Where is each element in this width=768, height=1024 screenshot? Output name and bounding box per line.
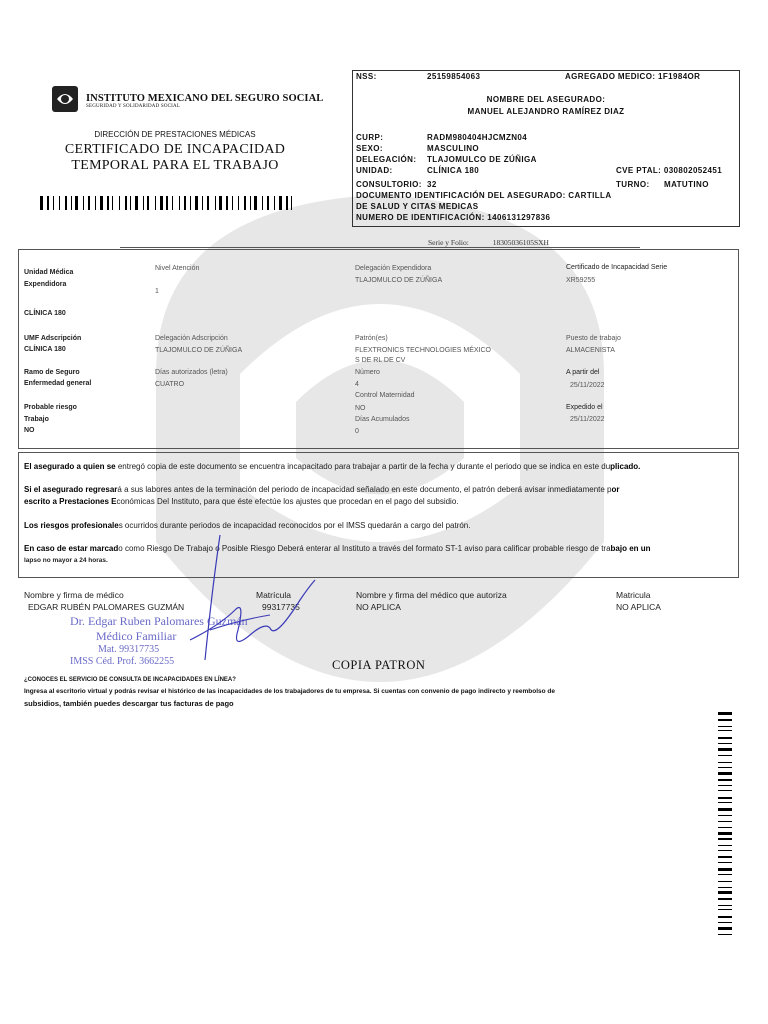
a-partir-value: 25/11/2022	[570, 382, 605, 389]
deleg-adscripcion-label: Delegación Adscripción	[155, 335, 228, 342]
umf-value: CLÍNICA 180	[24, 346, 66, 353]
online-service-question: ¿CONOCES EL SERVICIO DE CONSULTA DE INCAPACIDADES EN LÍNEA?	[24, 677, 236, 683]
control-maternidad-value: NO	[355, 405, 366, 412]
unidad-value: CLÍNICA 180	[427, 166, 480, 175]
cert-serie-value: XR59255	[566, 277, 596, 284]
expedido-value: 25/11/2022	[570, 416, 605, 423]
doctor-signature	[150, 530, 330, 670]
medico-label: Nombre y firma de médico	[24, 590, 124, 600]
nivel-atencion-label: Nivel Atención	[155, 265, 200, 272]
delegacion-exp-value: TLAJOMULCO DE ZÚÑIGA	[355, 277, 443, 284]
online-service-text-2: subsidios, también puedes descargar tus facturas de pago	[24, 699, 234, 708]
stamp-line1: Dr. Edgar Ruben Palomares Guzmán	[70, 614, 248, 628]
patron-line1: FLEXTRONICS TECHNOLOGIES MÉXICO	[355, 347, 492, 354]
note-4-line2: lapso no mayor a 24 horas.	[24, 557, 108, 564]
delegacion-exp-label: Delegación Expendidora	[355, 265, 432, 272]
barcode-top	[40, 196, 295, 210]
nss-label: NSS:	[356, 72, 377, 81]
nss-value: 25159854063	[427, 72, 481, 81]
deleg-adscripcion-value: TLAJOMULCO DE ZÚÑIGA	[155, 347, 243, 354]
nivel-atencion-value: 1	[155, 288, 159, 295]
copia-patron: COPIA PATRON	[332, 658, 426, 672]
barcode-side	[718, 712, 732, 936]
doc-id-line2: DE SALUD Y CITAS MEDICAS	[356, 202, 479, 211]
stamp-line3: Mat. 99317735	[98, 644, 160, 655]
consultorio-value: 32	[427, 180, 437, 189]
medico-name: EDGAR RUBÉN PALOMARES GUZMÁN	[28, 602, 185, 612]
unidad-label: UNIDAD:	[356, 166, 393, 175]
patron-line2: S DE RL DE CV	[355, 357, 406, 364]
turno-label: TURNO:	[616, 180, 650, 189]
matricula-label: Matrícula	[256, 590, 291, 600]
document-title-line1: CERTIFICADO DE INCAPACIDAD	[64, 142, 286, 157]
probable-riesgo-value: NO	[24, 427, 35, 434]
doc-id-line1: DOCUMENTO IDENTIFICACIÓN DEL ASEGURADO: CARTILLA	[356, 191, 612, 200]
folio-label: Serie y Folio:	[428, 238, 469, 247]
a-partir-label: A partir del	[566, 369, 600, 376]
curp-value: RADM980404HJCMZN04	[427, 133, 528, 142]
patron-label: Patrón(es)	[355, 335, 388, 342]
curp-label: CURP:	[356, 133, 384, 142]
document-title	[0, 142, 350, 174]
expedido-label: Expedido el	[566, 404, 603, 411]
divider	[120, 247, 640, 248]
unidad-medica-label-2: Expendidora	[24, 281, 67, 288]
numero-value: 4	[355, 381, 359, 388]
document-title-line2: TEMPORAL PARA EL TRABAJO	[71, 158, 279, 173]
probable-riesgo-label-1: Probable riesgo	[24, 404, 77, 411]
institute-name: INSTITUTO MEXICANO DEL SEGURO SOCIAL	[86, 93, 324, 104]
cert-serie-label: Certificado de Incapacidad Serie	[566, 264, 668, 271]
online-service-text: Ingresa al escritorio virtual y podrás revisar el histórico de las incapacidades de los trabajadores de tu empresa. Si cuentas con convenio de pago indirecto y reembolso de	[24, 688, 556, 695]
folio-value: 18305036105SXH	[492, 238, 549, 247]
delegacion-label: DELEGACIÓN:	[356, 155, 417, 164]
note-3: Los riesgos profesionales ocurridos durante periodos de incapacidad reconocidos por el IMSS quedarán a cargo del patrón.	[24, 521, 471, 530]
control-maternidad-label: Control Maternidad	[355, 392, 415, 399]
puesto-label: Puesto de trabajo	[566, 335, 621, 342]
agregado-medico: AGREGADO MEDICO: 1F1984OR	[565, 72, 701, 81]
umf-label: UMF Adscripción	[24, 335, 82, 342]
direction-title: DIRECCIÓN DE PRESTACIONES MÉDICAS	[94, 130, 256, 139]
dias-letra-value: CUATRO	[155, 381, 185, 388]
note-2-line2: escrito a Prestaciones Económicas Del Instituto, para que éste efectúe los ajustes que procedan en el pago del subsidio.	[24, 497, 459, 506]
note-2: Si el asegurado regresará a sus labores antes de la terminación del periodo de incapacidad señalado en este documento, el patrón deberá avisar inmediatamente por	[24, 485, 620, 494]
probable-riesgo-label-2: Trabajo	[24, 416, 49, 423]
dias-letra-label: Días autorizados (letra)	[155, 369, 228, 376]
insured-name: MANUEL ALEJANDRO RAMÍREZ DIAZ	[467, 107, 625, 116]
clinica-value: CLÍNICA 180	[24, 310, 66, 317]
sexo-value: MASCULINO	[427, 144, 480, 153]
stamp-line2: Médico Familiar	[96, 629, 177, 643]
sexo-label: SEXO:	[356, 144, 383, 153]
matricula2-label: Matricula	[616, 590, 651, 600]
identification-number: NUMERO DE IDENTIFICACIÓN: 1406131297836	[356, 213, 551, 222]
matricula2-value: NO APLICA	[616, 602, 661, 612]
matricula-value: 99317735	[262, 602, 300, 612]
serie-folio	[428, 238, 549, 247]
puesto-value: ALMACENISTA	[566, 347, 615, 354]
unidad-medica-label-1: Unidad Médica	[24, 269, 74, 276]
autoriza-value: NO APLICA	[356, 602, 401, 612]
autoriza-label: Nombre y firma del médico que autoriza	[356, 590, 507, 600]
stamp-line4: IMSS Céd. Prof. 3662255	[70, 656, 175, 667]
consultorio-label: CONSULTORIO:	[356, 180, 422, 189]
institute-subtitle: SEGURIDAD Y SOLIDARIDAD SOCIAL	[86, 104, 181, 109]
numero-label: Número	[355, 369, 380, 376]
dias-acumulados-value: 0	[355, 428, 359, 435]
delegacion-value: TLAJOMULCO DE ZÚÑIGA	[427, 155, 537, 164]
note-1: El asegurado a quien se entregó copia de este documento se encuentra incapacitado para trabajar a partir de la fecha y durante el periodo que se indica en este duplicado.	[24, 462, 641, 471]
name-label: NOMBRE DEL ASEGURADO:	[486, 95, 606, 104]
imss-logo-icon	[52, 86, 78, 112]
dias-acumulados-label: Días Acumulados	[355, 416, 410, 423]
ramo-value: Enfermedad general	[24, 380, 92, 387]
note-4: En caso de estar marcado como Riesgo De Trabajo o Posible Riesgo Deberá enterar al Instituto a través del formato ST-1 aviso para calificar probable riesgo de trabajo en un	[24, 544, 651, 553]
cve-ptal: CVE PTAL: 030802052451	[616, 166, 723, 175]
ramo-label: Ramo de Seguro	[24, 369, 80, 376]
turno-value: MATUTINO	[664, 180, 709, 189]
